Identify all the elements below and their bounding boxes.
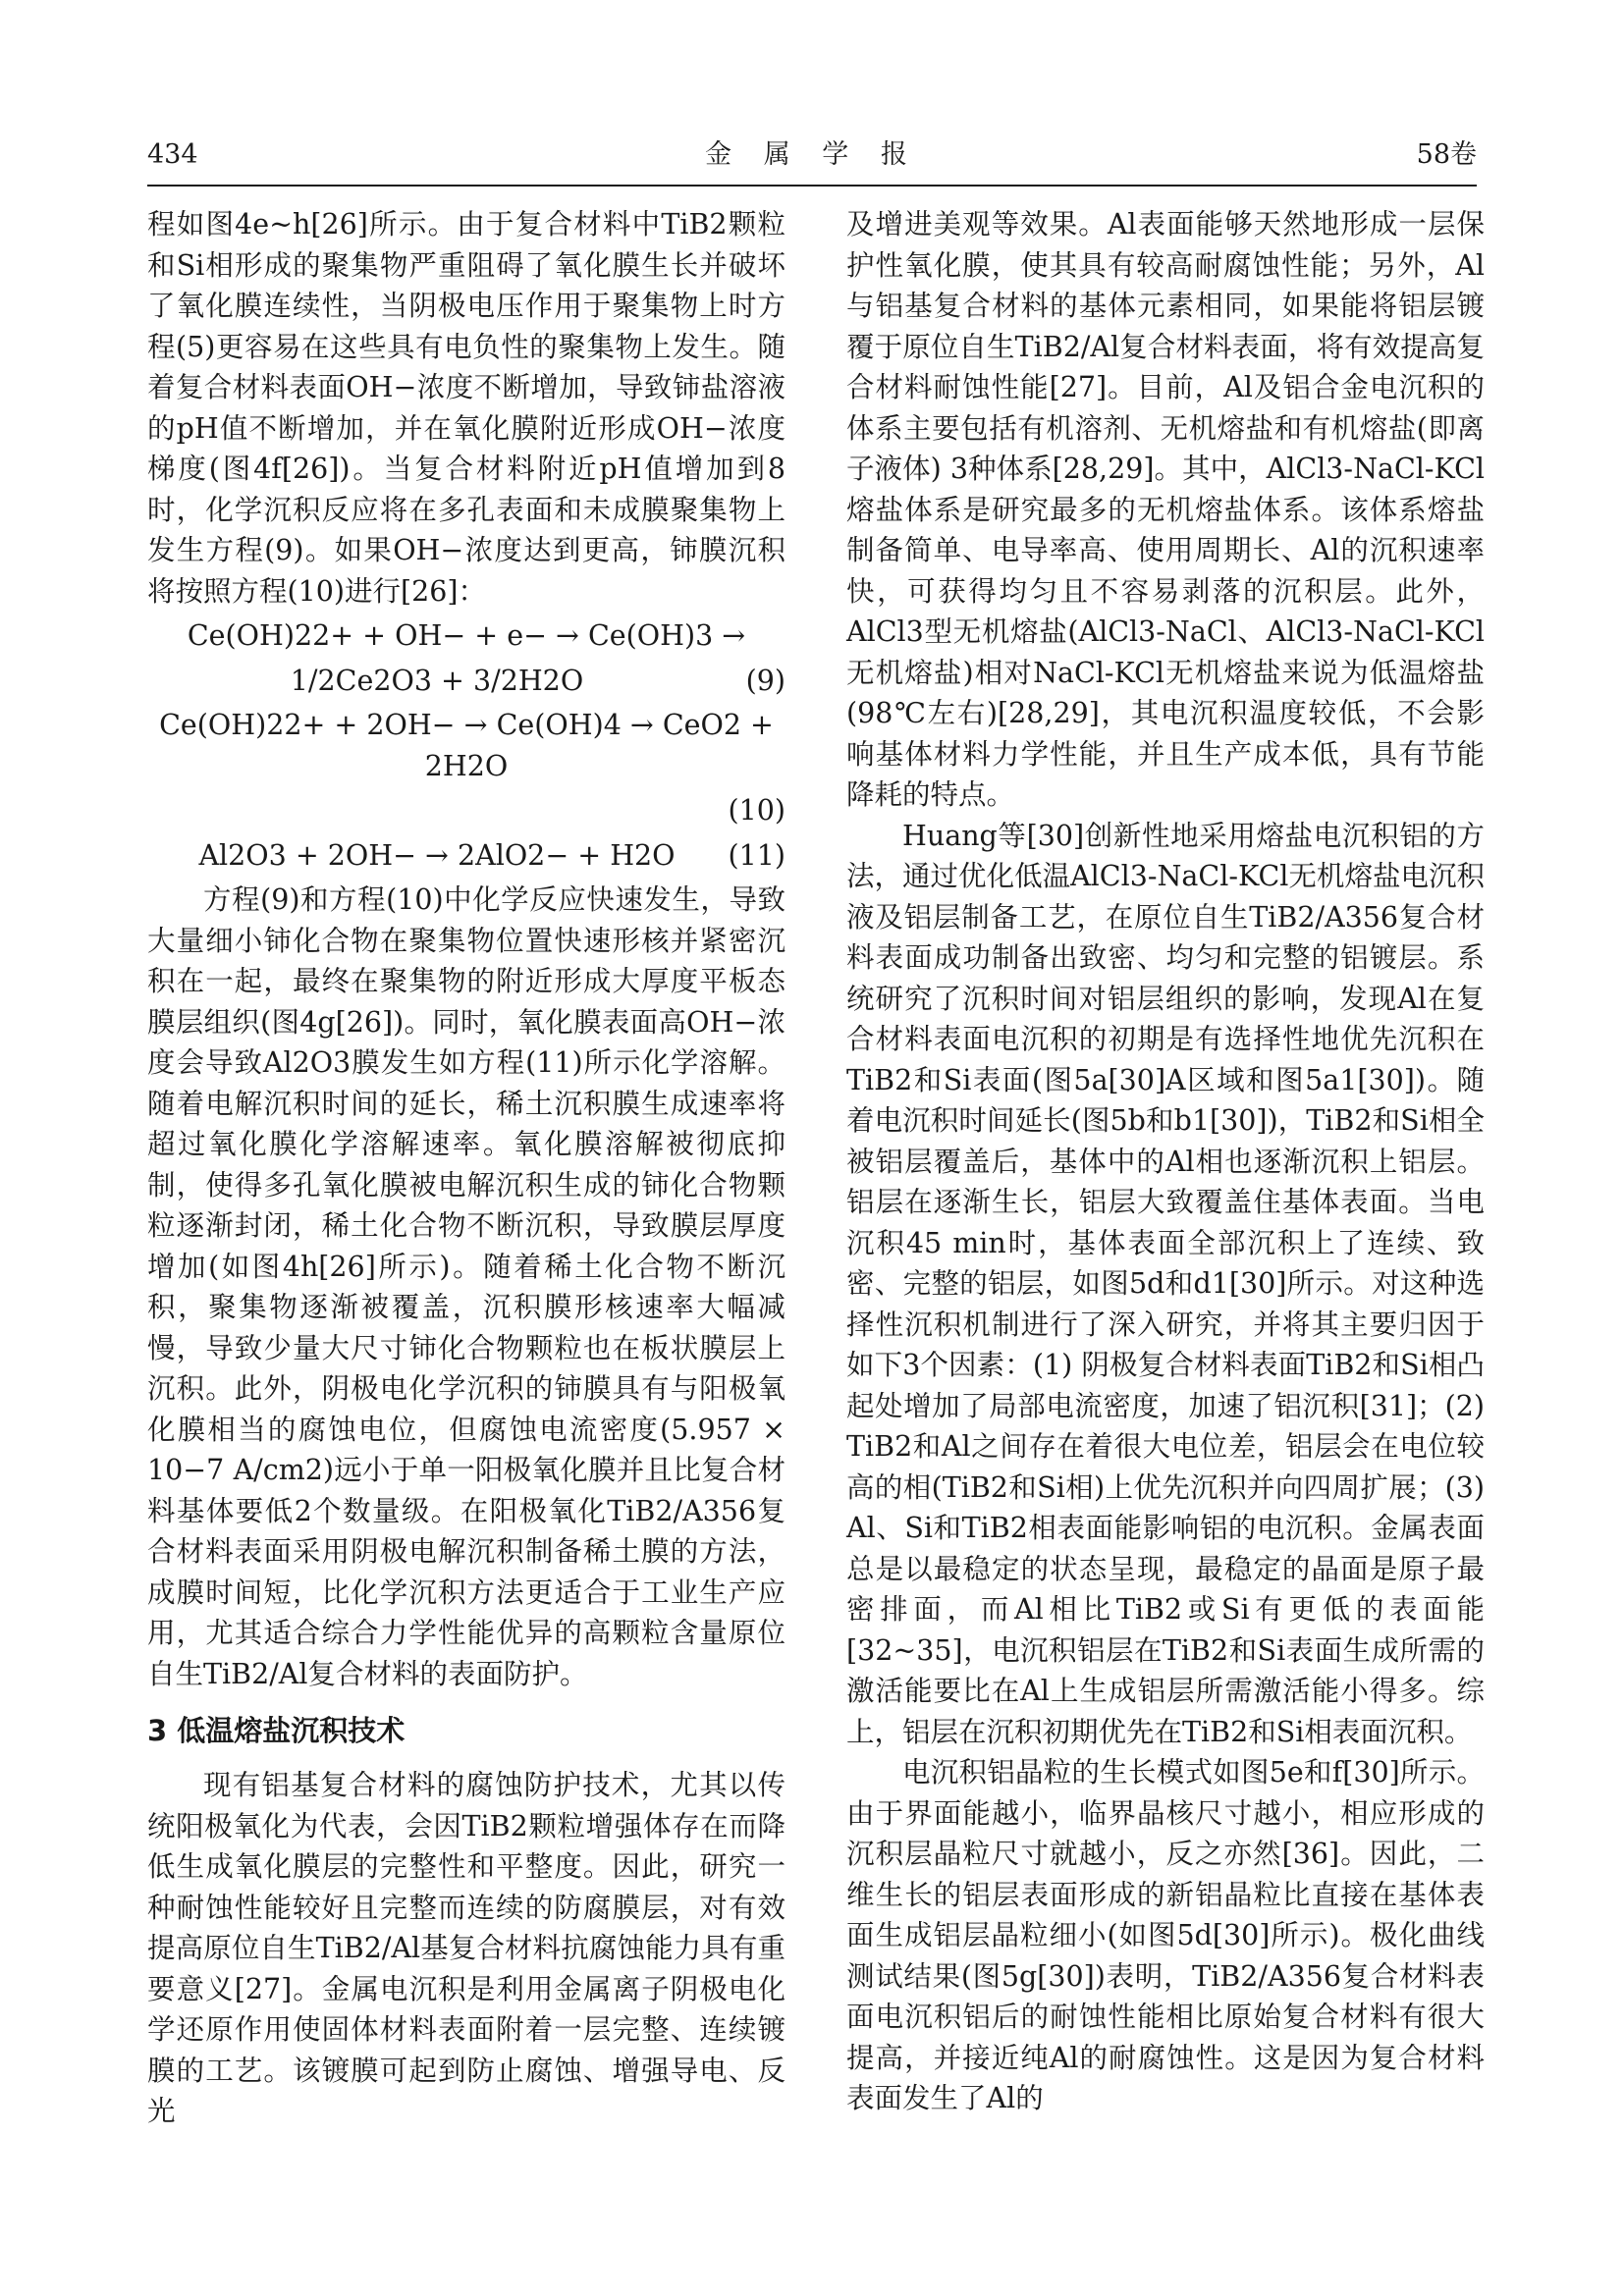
page-number: 434 [147, 139, 198, 170]
equation-11-number: (11) [728, 838, 785, 872]
equation-9-rhs: 1/2Ce2O3 + 3/2H2O [290, 664, 584, 697]
equation-10-number: (10) [728, 794, 785, 827]
equation-9-line-2 [147, 661, 785, 702]
left-paragraph-2: 方程(9)和方程(10)中化学反应快速发生，导致大量细小铈化合物在聚集物位置快速形核并紧密沉积在一起，最终在聚集物的附近形成大厚度平板态膜层组织(图4g[26])。同时，氧化膜表面高OH−浓度会导致Al2O3膜发生如方程(11)所示化学溶解。随着电解沉积时间的延长，稀土沉积膜生成速率将超过氧化膜化学溶解速率。氧化膜溶解被彻底抑制，使得多孔氧化膜被电解沉积生成的铈化合物颗粒逐渐封闭，稀土化合物不断沉积，导致膜层厚度增加(如图4h[26]所示)。随着稀土化合物不断沉积，聚集物逐渐被覆盖，沉积膜形核速率大幅减慢，导致少量大尺寸铈化合物颗粒也在板状膜层上沉积。此外，阴极电化学沉积的铈膜具有与阳极氧化膜相当的腐蚀电位，但腐蚀电流密度(5.957 × 10−7 A/cm2)远小于单一阳极氧化膜并且比复合材料基体要低2个数量级。在阳极氧化TiB2/A356复合材料表面采用阴极电解沉积制备稀土膜的方法，成膜时间短，比化学沉积方法更适合于工业生产应用，尤其适合综合力学性能优异的高颗粒含量原位自生TiB2/Al复合材料的表面防护。 [147, 883, 785, 1690]
left-paragraph-3: 现有铝基复合材料的腐蚀防护技术，尤其以传统阳极氧化为代表，会因TiB2颗粒增强体存在而降低生成氧化膜层的完整性和平整度。因此，研究一种耐蚀性能较好且完整而连续的防腐膜层，对有效提高原位自生TiB2/Al基复合材料抗腐蚀能力具有重要意义[27]。金属电沉积是利用金属离子阴极电化学还原作用使固体材料表面附着一层完整、连续镀膜的工艺。该镀膜可起到防止腐蚀、增强导电、反光 [147, 1769, 785, 2127]
section-heading: 3 低温熔盐沉积技术 [147, 1714, 406, 1747]
equation-9-number: (9) [745, 664, 785, 697]
running-header [147, 135, 1477, 175]
equation-11-line [147, 835, 785, 877]
journal-title: 金 属 学 报 [705, 139, 919, 170]
equation-10: Ce(OH)22+ + 2OH− → Ce(OH)4 → CeO2 + 2H2O [159, 709, 774, 782]
right-paragraph-2: Huang等[30]创新性地采用熔盐电沉积铝的方法，通过优化低温AlCl3-NaCl-KCl无机熔盐电沉积液及铝层制备工艺，在原位自生TiB2/A356复合材料表面成功制备出致密、均匀和完整的铝镀层。系统研究了沉积时间对铝层组织的影响，发现Al在复合材料表面电沉积的初期是有选择性地优先沉积在TiB2和Si表面(图5a[30]A区域和图5a1[30])。随着电沉积时间延长(图5b和b1[30])，TiB2和Si相全被铝层覆盖后，基体中的Al相也逐渐沉积上铝层。铝层在逐渐生长，铝层大致覆盖住基体表面。当电沉积45 min时，基体表面全部沉积上了连续、致密、完整的铝层，如图5d和d1[30]所示。对这种选择性沉积机制进行了深入研究，并将其主要归因于如下3个因素：(1) 阴极复合材料表面TiB2和Si相凸起处增加了局部电流密度，加速了铝沉积[31]；(2) TiB2和Al之间存在着很大电位差，铝层会在电位较高的相(TiB2和Si相)上优先沉积并向四周扩展；(3) Al、Si和TiB2相表面能影响铝的电沉积。金属表面总是以最稳定的状态呈现，最稳定的晶面是原子最密排面，而Al相比TiB2或Si有更低的表面能[32~35]，电沉积铝层在TiB2和Si表面生成所需的激活能要比在Al上生成铝层所需激活能小得多。综上，铝层在沉积初期优先在TiB2和Si相表面沉积。 [846, 819, 1485, 1748]
right-column [846, 204, 1485, 2119]
left-column [147, 204, 785, 2132]
left-paragraph-1: 程如图4e~h[26]所示。由于复合材料中TiB2颗粒和Si相形成的聚集物严重阻碍了氧化膜生长并破坏了氧化膜连续性，当阴极电压作用于聚集物上时方程(5)更容易在这些具有电负性的聚集物上发生。随着复合材料表面OH−浓度不断增加，导致铈盐溶液的pH值不断增加，并在氧化膜附近形成OH−浓度梯度(图4f[26])。当复合材料附近pH值增加到8时，化学沉积反应将在多孔表面和未成膜聚集物上发生方程(9)。如果OH−浓度达到更高，铈膜沉积将按照方程(10)进行[26]： [147, 208, 785, 608]
header-rule [147, 185, 1477, 187]
volume-label: 58卷 [1416, 139, 1477, 170]
right-paragraph-1: 及增进美观等效果。Al表面能够天然地形成一层保护性氧化膜，使其具有较高耐腐蚀性能；另外，Al与铝基复合材料的基体元素相同，如果能将铝层镀覆于原位自生TiB2/Al复合材料表面，将有效提高复合材料耐蚀性能[27]。目前，Al及铝合金电沉积的体系主要包括有机溶剂、无机熔盐和有机熔盐(即离子液体) 3种体系[28,29]。其中，AlCl3-NaCl-KCl熔盐体系是研究最多的无机熔盐体系。该体系熔盐制备简单、电导率高、使用周期长、Al的沉积速率快，可获得均匀且不容易剥落的沉积层。此外，AlCl3型无机熔盐(AlCl3-NaCl、AlCl3-NaCl-KCl无机熔盐)相对NaCl-KCl无机熔盐来说为低温熔盐(98℃左右)[28,29]，其电沉积温度较低，不会影响基体材料力学性能，并且生产成本低，具有节能降耗的特点。 [846, 208, 1485, 811]
equation-11: Al2O3 + 2OH− → 2AlO2− + H2O [198, 838, 676, 872]
equation-9-line-1: Ce(OH)22+ + OH− + e− → Ce(OH)3 → [187, 619, 746, 652]
right-paragraph-3: 电沉积铝晶粒的生长模式如图5e和f[30]所示。由于界面能越小，临界晶核尺寸越小，相应形成的沉积层晶粒尺寸就越小，反之亦然[36]。因此，二维生长的铝层表面形成的新铝晶粒比直接在基体表面生成铝层晶粒细小(如图5d[30]所示)。极化曲线测试结果(图5g[30])表明，TiB2/A356复合材料表面电沉积铝后的耐蚀性能相比原始复合材料有很大提高，并接近纯Al的耐腐蚀性。这是因为复合材料表面发生了Al的 [846, 1756, 1485, 2114]
